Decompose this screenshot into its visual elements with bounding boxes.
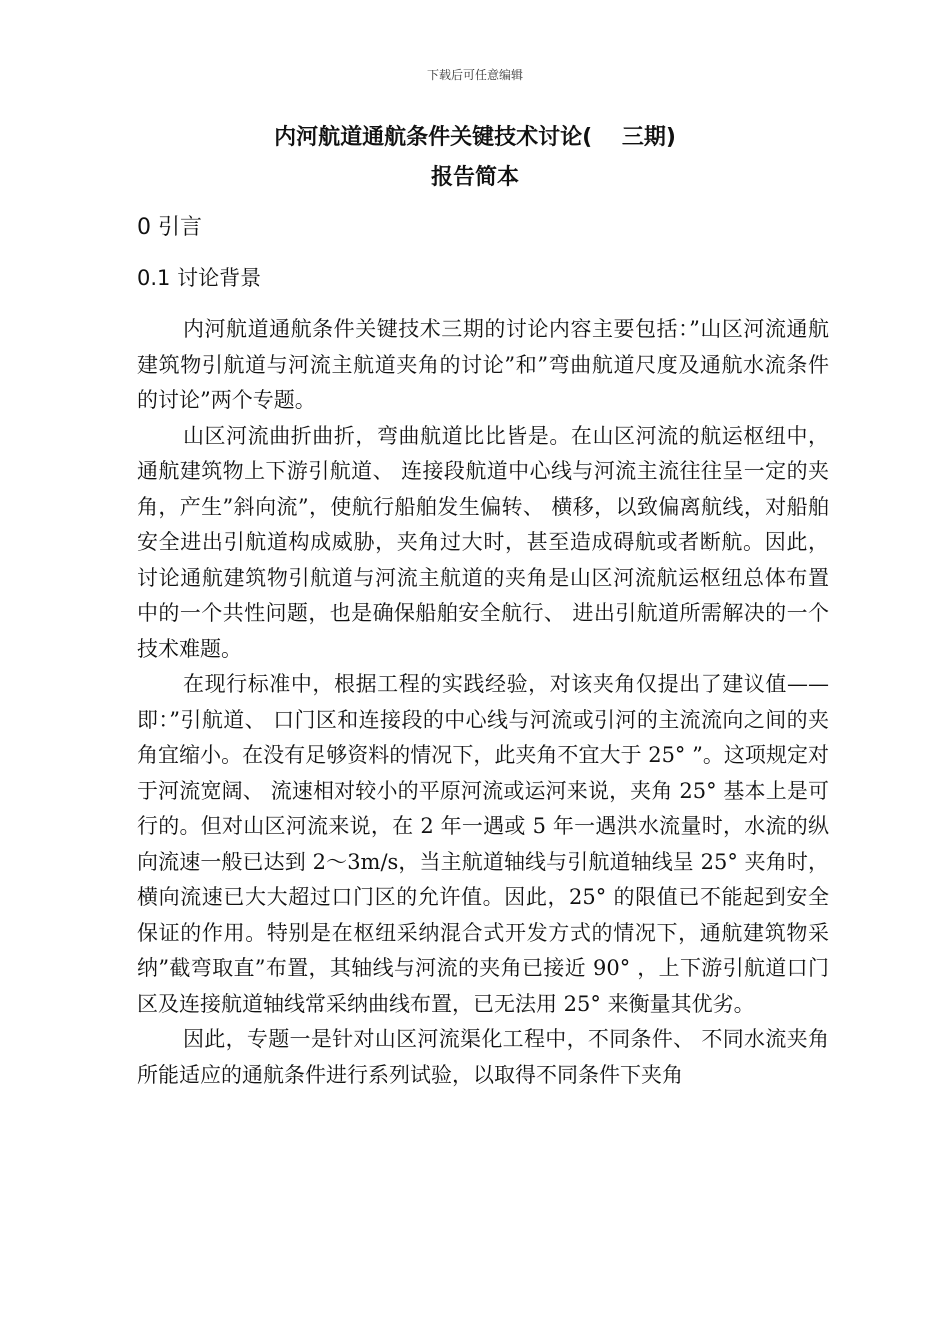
paragraph: 内河航道通航条件关键技术三期的讨论内容主要包括：”山区河流通航建筑物引航道与河流主航道夹角的讨论”和”弯曲航道尺度及通航水流条件的讨论”两个专题。	[137, 317, 829, 412]
body-text	[137, 312, 829, 1093]
section-heading: 0 引言	[137, 215, 202, 240]
subsection-heading: 0.1 讨论背景	[137, 266, 262, 290]
paragraph: 因此，专题一是针对山区河流渠化工程中，不同条件、 不同水流夹角所能适应的通航条件进行系列试验，以取得不同条件下夹角	[137, 1027, 829, 1087]
document-subtitle: 报告简本	[430, 165, 519, 190]
header-note: 下载后可任意编辑	[426, 68, 523, 82]
paragraph: 山区河流曲折曲折，弯曲航道比比皆是。在山区河流的航运枢纽中，通航建筑物上下游引航道、 连接段航道中心线与河流主流往往呈一定的夹角，产生”斜向流”，使航行船舶发生偏转、 横移，以致偏离航线，对船舶安全进出引航道构成威胁，夹角过大时，甚至造成碍航或者断航。因此，讨论通航建筑物引航道与河流主航道的夹角是山区河流航运枢纽总体布置中的一个共性问题，也是确保船舶安全航行、 进出引航道所需解决的一个技术难题。	[137, 423, 829, 661]
document-title: 内河航道通航条件关键技术讨论( 三期)	[274, 125, 676, 150]
paragraph: 在现行标准中，根据工程的实践经验，对该夹角仅提出了建议值——即：”引航道、 口门区和连接段的中心线与河流或引河的主流流向之间的夹角宜缩小。在没有足够资料的情况下，此夹角不宜大于 25° ”。这项规定对于河流宽阔、 流速相对较小的平原河流或运河来说，夹角 25° 基本上是可行的。但对山区河流来说，在 2 年一遇或 5 年一遇洪水流量时，水流的纵向流速一般已达到 2～3m/s，当主航道轴线与引航道轴线呈 25° 夹角时，横向流速已大大超过口门区的允许值。因此，25° 的限值已不能起到安全保证的作用。特别是在枢纽采纳混合式开发方式的情况下，通航建筑物采纳”截弯取直”布置，其轴线与河流的夹角已接近 90° ，上下游引航道口门区及连接航道轴线常采纳曲线布置，已无法用 25° 来衡量其优劣。	[137, 672, 829, 1016]
